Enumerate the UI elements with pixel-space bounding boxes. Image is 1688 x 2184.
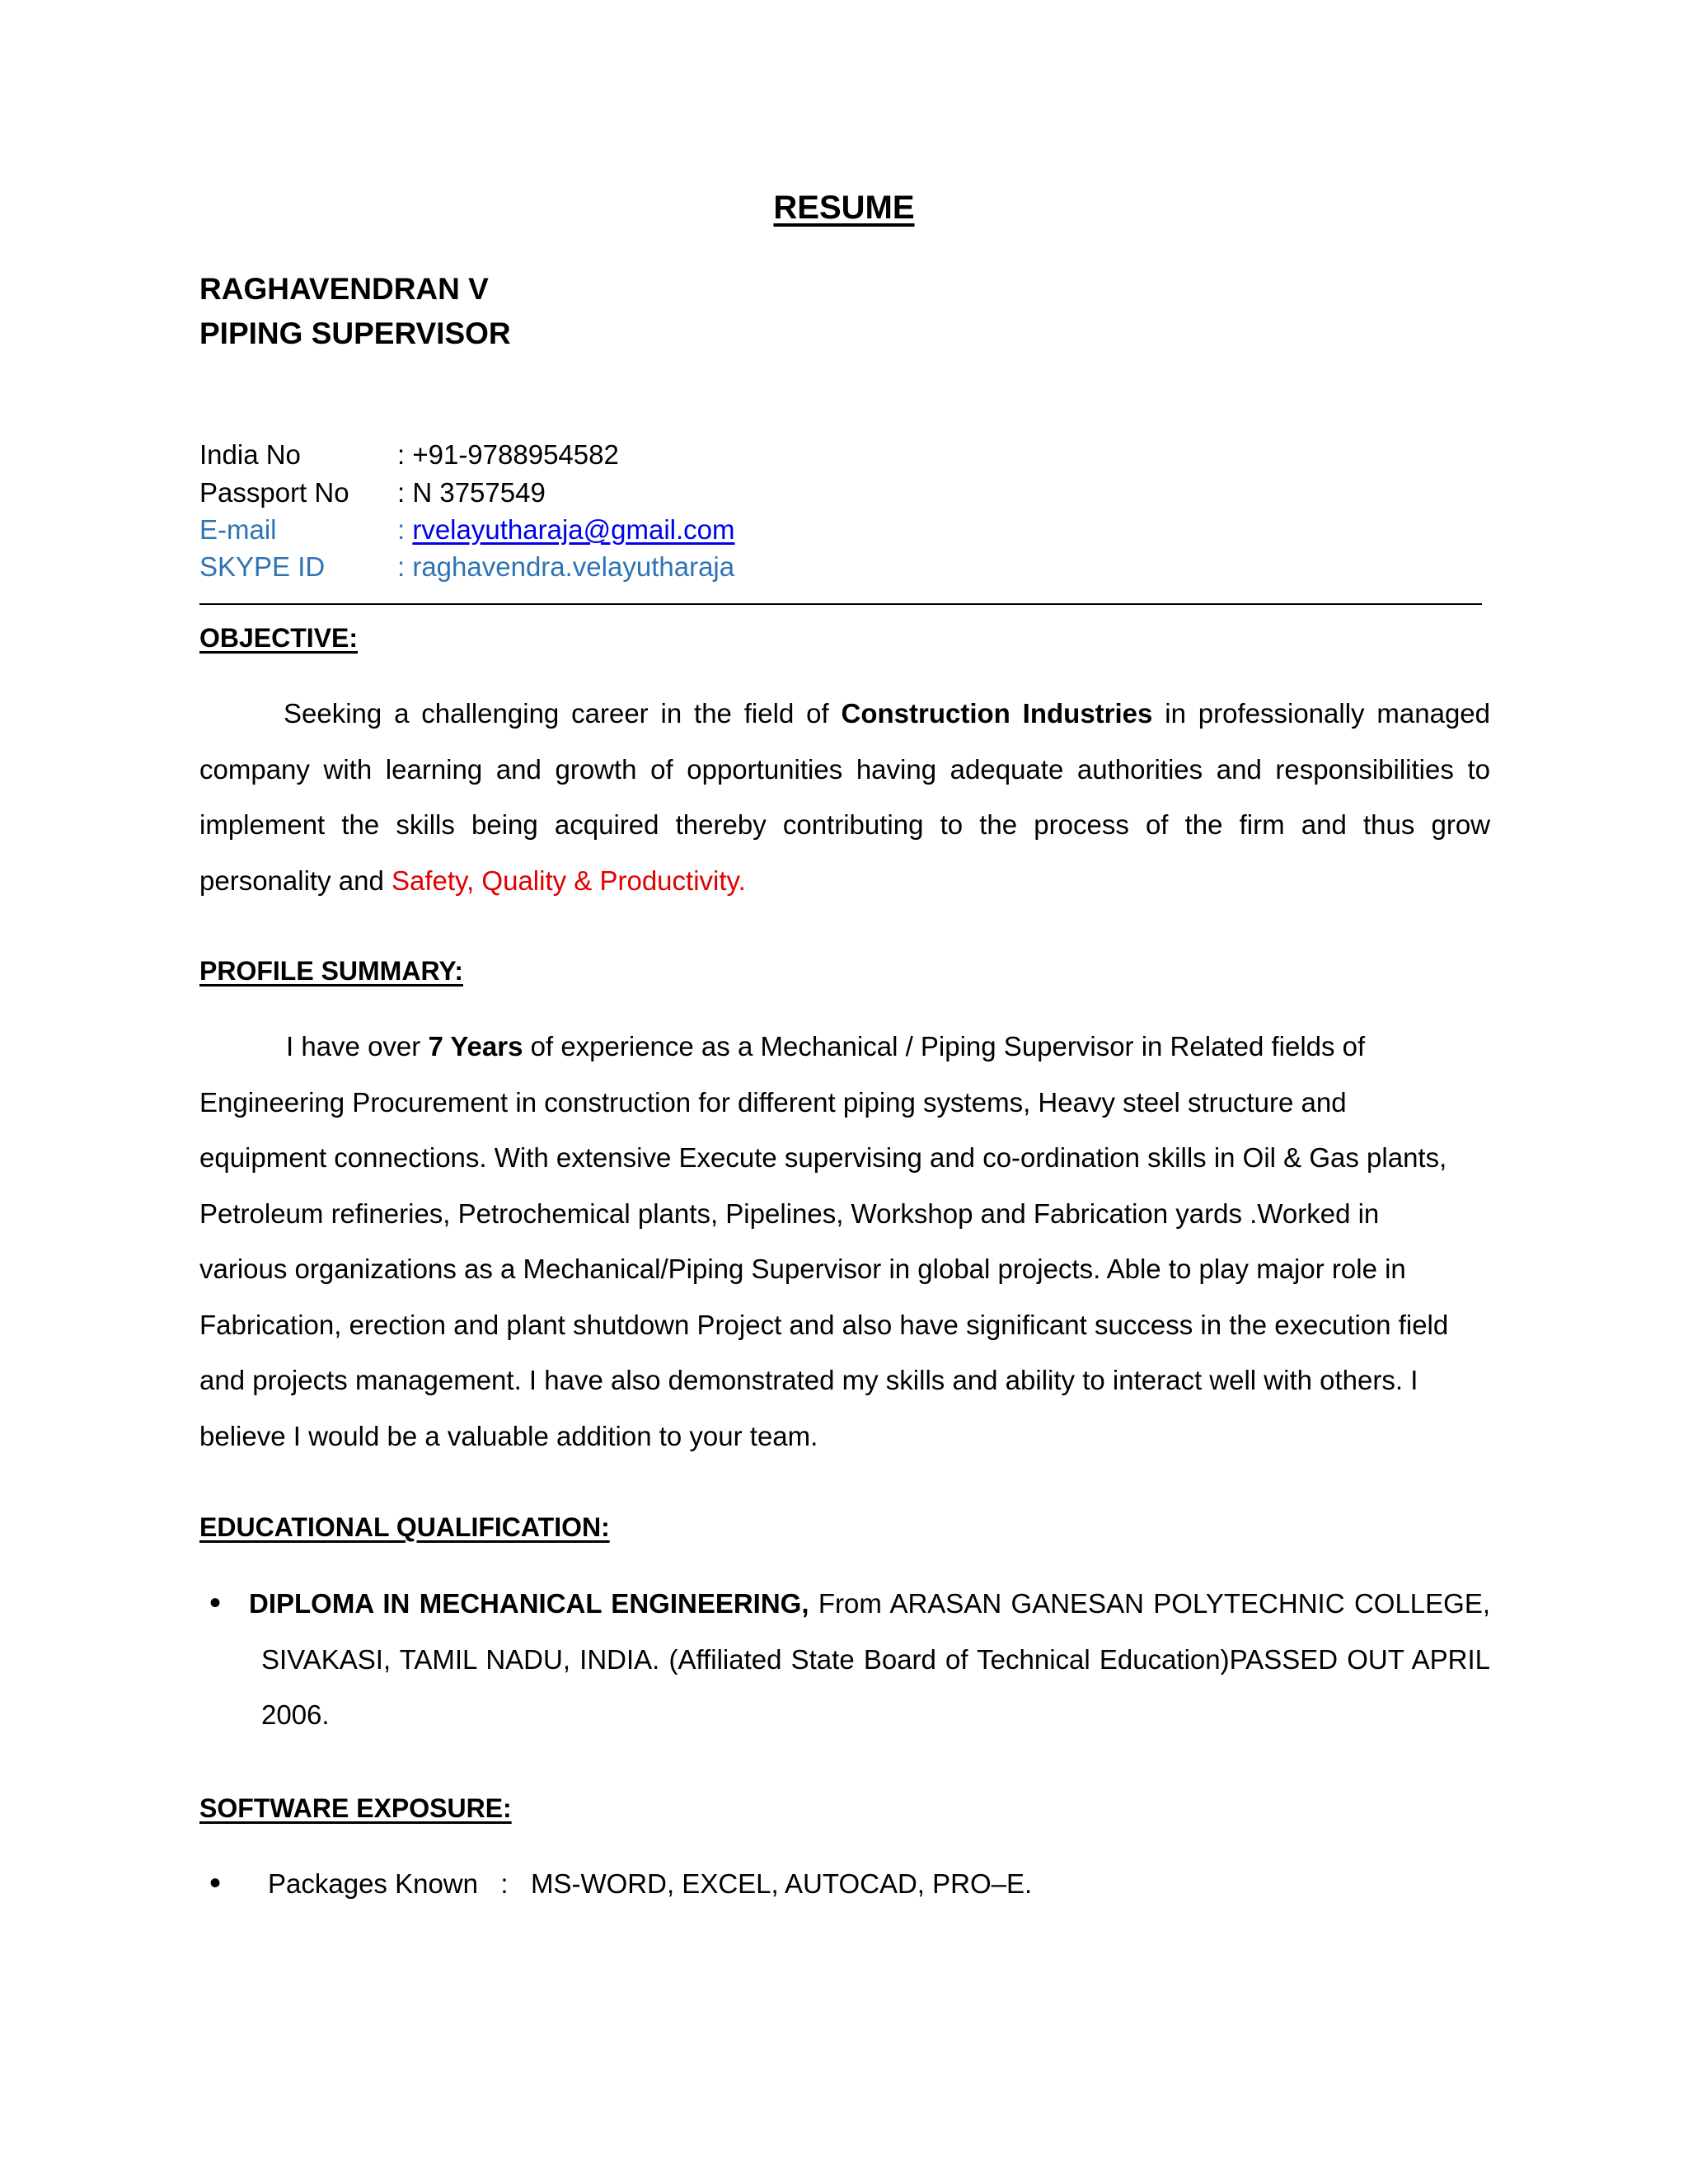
profile-line: believe I would be a valuable addition to your team.: [199, 1420, 818, 1451]
text-run: Seeking a challenging career in the field of: [284, 698, 842, 729]
profile-paragraph: [199, 1019, 1490, 1464]
contact-colon: :: [397, 514, 413, 545]
objective-line: [199, 853, 1490, 909]
contact-label: India No: [199, 439, 301, 470]
profile-heading: PROFILE SUMMARY:: [199, 956, 463, 986]
bold-text: Construction Industries: [841, 698, 1153, 729]
education-line: [249, 1576, 1490, 1632]
email-link[interactable]: rvelayutharaja@gmail.com: [412, 514, 735, 545]
objective-paragraph: [199, 686, 1490, 908]
contact-label: SKYPE ID: [199, 551, 326, 582]
education-line: 2006.: [261, 1699, 330, 1730]
objective-line: implement the skills being acquired thereby contributing to the process of the firm and thus grow: [199, 809, 1490, 840]
objective-heading: OBJECTIVE:: [199, 623, 359, 653]
bullet-marker: •: [209, 1585, 222, 1621]
candidate-position: PIPING SUPERVISOR: [199, 316, 511, 350]
education-line: SIVAKASI, TAMIL NADU, INDIA. (Affiliated State Board of Technical Education)PASSED OUT APRIL: [261, 1643, 1490, 1675]
text-run: From ARASAN GANESAN POLYTECHNIC COLLEGE,: [809, 1588, 1491, 1619]
contact-label: E-mail: [199, 514, 277, 545]
profile-line: [199, 1019, 1490, 1075]
contact-value: : N 3757549: [397, 477, 546, 508]
document-title: RESUME: [773, 190, 915, 226]
candidate-name: RAGHAVENDRAN V: [199, 272, 489, 306]
highlight-text: Safety, Quality & Productivity.: [391, 865, 746, 896]
contact-label: Passport No: [199, 477, 349, 508]
objective-line: company with learning and growth of opportunities having adequate authorities and responsibilities to: [199, 753, 1490, 785]
profile-line: various organizations as a Mechanical/Piping Supervisor in global projects. Able to play major role in: [199, 1254, 1406, 1284]
degree-title: DIPLOMA IN MECHANICAL ENGINEERING,: [249, 1588, 809, 1619]
software-label: Packages Known: [268, 1868, 478, 1899]
software-value: MS-WORD, EXCEL, AUTOCAD, PRO–E.: [531, 1868, 1033, 1899]
contact-value: : raghavendra.velayutharaja: [397, 551, 735, 582]
education-item: [249, 1576, 1490, 1743]
software-item: [268, 1856, 1032, 1912]
profile-line: Engineering Procurement in construction for different piping systems, Heavy steel structure and: [199, 1086, 1347, 1118]
text-run: I have over: [286, 1031, 429, 1062]
header-divider: [199, 603, 1482, 605]
text-run: in professionally managed: [1152, 698, 1490, 729]
contact-value: [397, 512, 735, 548]
objective-line: [199, 686, 1490, 742]
text-run: personality and: [199, 865, 392, 896]
profile-line: and projects management. I have also demonstrated my skills and ability to interact well with others. I: [199, 1365, 1418, 1395]
profile-line: Fabrication, erection and plant shutdown Project and also have significant success in the execution field: [199, 1309, 1449, 1340]
profile-line: equipment connections. With extensive Execute supervising and co-ordination skills in Oil & Gas plants,: [199, 1142, 1447, 1173]
education-heading: EDUCATIONAL QUALIFICATION:: [199, 1512, 610, 1542]
profile-line: Petroleum refineries, Petrochemical plants, Pipelines, Workshop and Fabrication yards .Worked in: [199, 1197, 1380, 1229]
software-colon: :: [500, 1868, 509, 1899]
text-run: of experience as a Mechanical / Piping Supervisor in Related fields of: [523, 1031, 1366, 1062]
contact-value: : +91-9788954582: [397, 439, 619, 470]
software-heading: SOFTWARE EXPOSURE:: [199, 1793, 512, 1823]
bullet-marker: •: [209, 1865, 222, 1901]
bold-text: 7 Years: [428, 1031, 523, 1062]
